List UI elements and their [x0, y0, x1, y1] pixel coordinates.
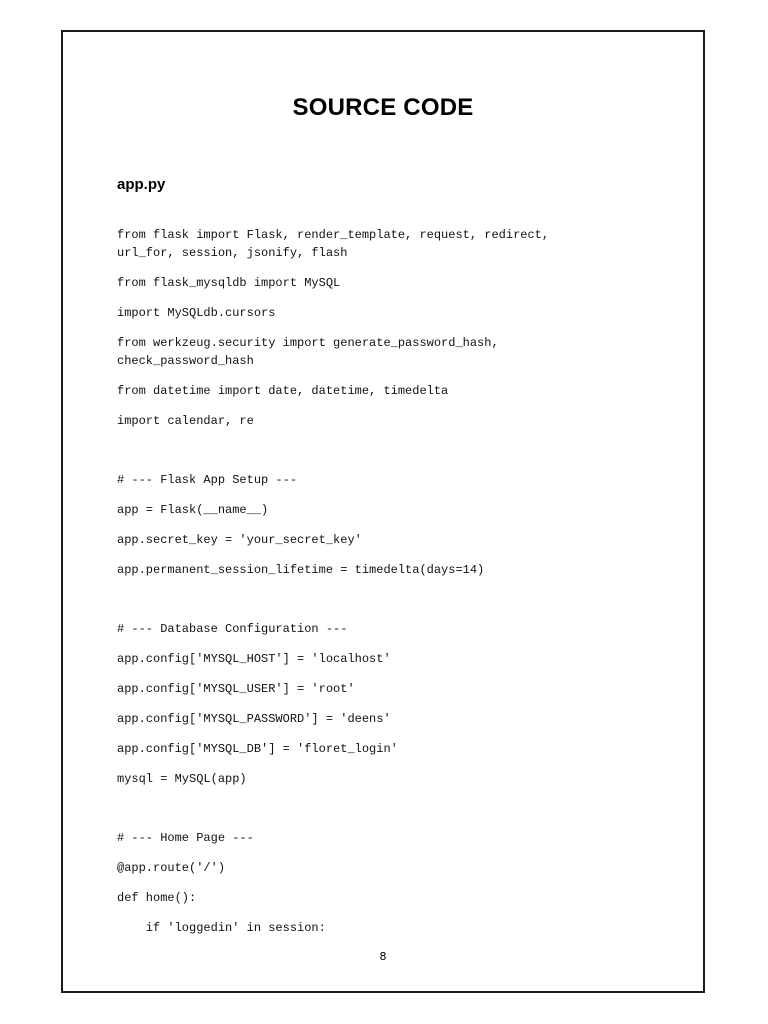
code-line: app = Flask(__name__): [117, 503, 269, 517]
code-line: app.permanent_session_lifetime = timedelta(days=14): [117, 563, 485, 577]
code-comment: # --- Flask App Setup ---: [117, 473, 298, 487]
code-line: mysql = MySQL(app): [117, 772, 247, 786]
code-line: from datetime import date, datetime, timedelta: [117, 384, 449, 398]
code-line: @app.route('/'): [117, 861, 226, 875]
code-line: app.config['MYSQL_PASSWORD'] = 'deens': [117, 712, 391, 726]
code-line: from flask_mysqldb import MySQL: [117, 276, 341, 290]
code-line: app.config['MYSQL_USER'] = 'root': [117, 682, 355, 696]
code-line: from flask import Flask, render_template, request, redirect,: [117, 228, 550, 242]
file-name-heading: app.py: [117, 176, 166, 193]
code-line: from werkzeug.security import generate_password_hash,: [117, 336, 499, 350]
code-comment: # --- Home Page ---: [117, 831, 254, 845]
page-number: 8: [379, 950, 387, 963]
code-comment: # --- Database Configuration ---: [117, 622, 348, 636]
code-line: app.config['MYSQL_DB'] = 'floret_login': [117, 742, 398, 756]
code-line: import calendar, re: [117, 414, 254, 428]
code-line: if 'loggedin' in session:: [117, 921, 326, 935]
code-line: check_password_hash: [117, 354, 254, 368]
code-block: [117, 226, 677, 937]
code-line: url_for, session, jsonify, flash: [117, 246, 348, 260]
code-line: app.secret_key = 'your_secret_key': [117, 533, 362, 547]
page-title: SOURCE CODE: [292, 94, 474, 121]
code-line: app.config['MYSQL_HOST'] = 'localhost': [117, 652, 391, 666]
code-line: import MySQLdb.cursors: [117, 306, 276, 320]
code-line: def home():: [117, 891, 197, 905]
